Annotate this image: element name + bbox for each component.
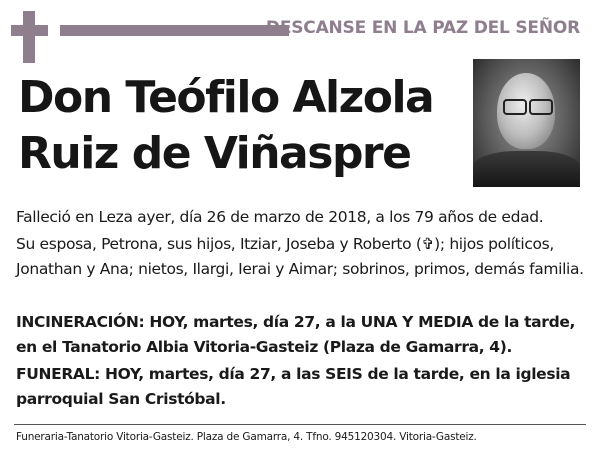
photo-glasses-right: [529, 99, 553, 115]
cross-horizontal-bar: [11, 25, 48, 36]
funeral-notice: FUNERAL: HOY, martes, día 27, a las SEIS de la tarde, en la iglesia parroquial San Cristóbal.: [16, 365, 571, 408]
family-list: Su esposa, Petrona, sus hijos, Itziar, Joseba y Roberto (✞); hijos políticos, Jonathan y Ana; nietos, Ilargi, Ierai y Aimar; sobrinos, primos, demás familia.: [16, 235, 584, 278]
deceased-name-line1: Don Teófilo Alzola: [18, 72, 434, 123]
portrait-photo: [473, 59, 580, 187]
photo-glasses-left: [503, 99, 527, 115]
footer-divider: [14, 424, 586, 425]
cremation-notice: INCINERACIÓN: HOY, martes, día 27, a la UNA Y MEDIA de la tarde, en el Tanatorio Albia Vitoria-Gasteiz (Plaza de Gamarra, 4).: [16, 313, 576, 356]
header-divider-bar: [60, 25, 289, 36]
deceased-name: [18, 70, 433, 182]
cross-vertical-bar: [23, 11, 35, 63]
deceased-name-line2: Ruiz de Viñaspre: [18, 128, 411, 179]
footer-funeral-home: Funeraria-Tanatorio Vitoria-Gasteiz. Plaza de Gamarra, 4. Tfno. 945120304. Vitoria-Gasteiz.: [16, 431, 477, 443]
photo-shoulders: [473, 151, 580, 187]
header-title: DESCANSE EN LA PAZ DEL SEÑOR: [265, 18, 580, 38]
death-notice: Falleció en Leza ayer, día 26 de marzo de 2018, a los 79 años de edad.: [16, 208, 544, 226]
